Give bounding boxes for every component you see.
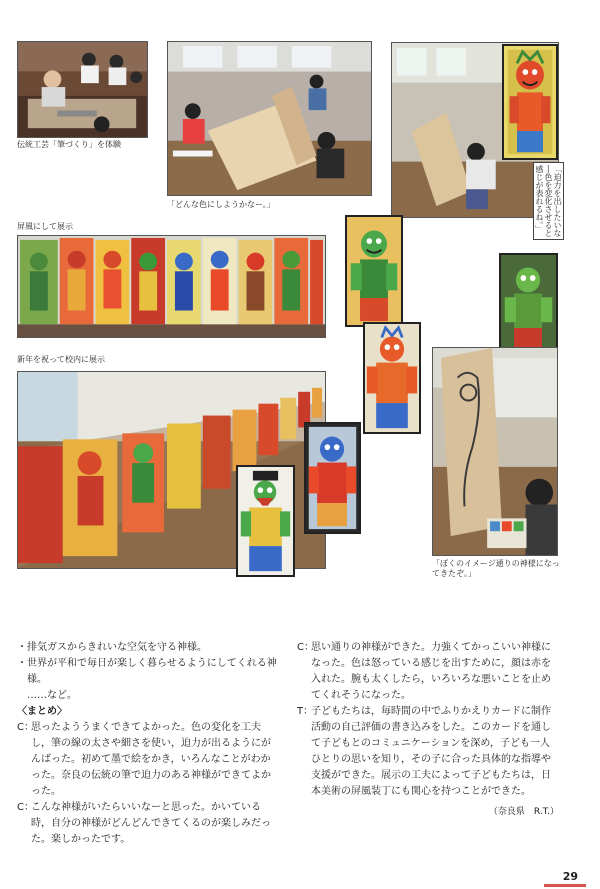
caption-brush-making: 伝統工芸「筆づくり」を体験 bbox=[17, 140, 121, 149]
photo-brush-making bbox=[17, 41, 148, 138]
caption-classroom-painting: 「どんな色にしようかなー。」 bbox=[167, 200, 275, 209]
photo-boy-painting bbox=[432, 347, 558, 556]
comment-child-1 bbox=[17, 720, 279, 800]
author-credit: （奈良県 R.T.） bbox=[488, 807, 559, 817]
caption-newyear: 新年を祝って校内に展示 bbox=[17, 355, 105, 364]
etc-text: ……など。 bbox=[27, 690, 77, 701]
bullet-world-peace: ・世界が平和で毎日が楽しく暮らせるようにしてくれる神様。 bbox=[17, 658, 277, 685]
speaker-label: C： bbox=[297, 642, 314, 653]
photo-byobu-display bbox=[17, 235, 326, 338]
caption-vertical-power: 「迫力を出したいな―色を変化させると感じが表れるね。」 bbox=[533, 162, 564, 240]
painting-red-deity bbox=[502, 44, 558, 160]
page-number: 29 bbox=[562, 870, 578, 883]
comment-child-3 bbox=[297, 640, 559, 704]
painting-green-deity-right bbox=[499, 253, 558, 355]
comment-text: 思ったよううまくできてよかった。色の変化を工夫し，筆の線の太さや細さを使い，迫力が出るようにがんばった。初めて墨で絵をかき，いろんなことがわかった。奈良の伝統の筆で迫力のある神様ができてよかった。 bbox=[31, 722, 271, 797]
speaker-label: C： bbox=[17, 722, 34, 733]
comment-child-2 bbox=[17, 800, 279, 848]
text-column-right bbox=[297, 640, 559, 820]
painting-orange-deity bbox=[363, 322, 421, 434]
comment-text: 子どもたちは，毎時間の中でふりかえりカードに制作活動の自己評価の書き込みをした。このカードを通して子どもとのコミュニケーションを深め，子ども一人ひとりの思いを知り，その子に合った具体的な指導や支援ができた。展示の工夫によって子どもたちは，日本美術の屏風装丁にも関心を持つことができた。 bbox=[311, 706, 551, 797]
summary-heading: 〈まとめ〉 bbox=[17, 706, 67, 717]
comment-teacher bbox=[297, 704, 559, 800]
text-column-left bbox=[17, 640, 279, 848]
speaker-label: T： bbox=[297, 706, 314, 717]
bullet-clean-air: ・排気ガスからきれいな空気を守る神様。 bbox=[17, 642, 207, 653]
comment-text: 思い通りの神様ができた。力強くてかっこいい神様になった。色は怒っている感じを出すために，顔は赤を入れた。腕も太くしたら，いろいろな悪いことを止めてくれそうになった。 bbox=[311, 642, 551, 701]
caption-byobu: 屏風にして展示 bbox=[17, 222, 73, 231]
comment-text: こんな神様がいたらいいなーと思った。かいている時，自分の神様がどんどんできてくるのが楽しみだった。楽しかったです。 bbox=[31, 802, 271, 845]
speaker-label: C： bbox=[17, 802, 34, 813]
painting-blue-red-deity bbox=[304, 422, 361, 534]
page-number-accent-bar bbox=[544, 884, 586, 887]
caption-boy-text: 「ぼくのイメージ通りの神様になってきたぞ。」 bbox=[432, 559, 560, 578]
photo-classroom-painting bbox=[167, 41, 372, 196]
painting-green-yellow-deity bbox=[236, 465, 295, 577]
painting-green-deity bbox=[345, 215, 403, 327]
caption-boy bbox=[432, 559, 562, 579]
